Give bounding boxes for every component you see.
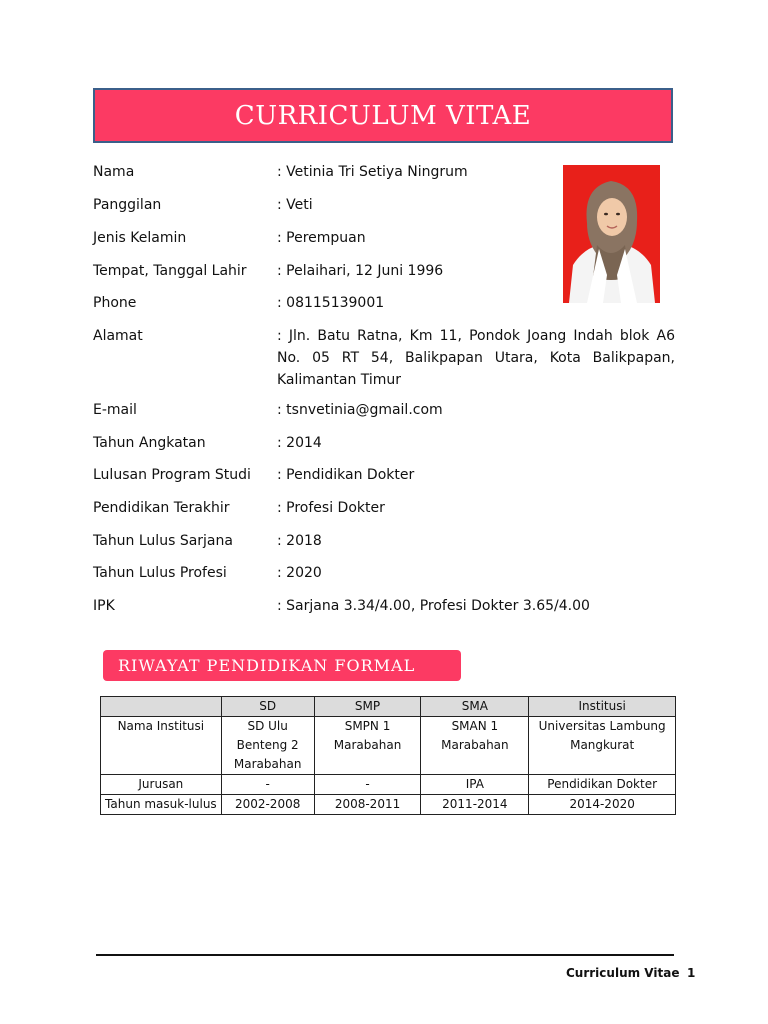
info-label: Tempat, Tanggal Lahir xyxy=(93,263,247,279)
info-value: : tsnvetinia@gmail.com xyxy=(277,402,443,418)
info-value: : Veti xyxy=(277,197,313,213)
table-row xyxy=(101,717,676,775)
table-cell: SMPN 1 Marabahan xyxy=(314,717,421,775)
info-label: Nama xyxy=(93,164,135,180)
profile-photo-illustration xyxy=(563,165,660,303)
table-header-cell: SMA xyxy=(421,697,529,717)
profile-photo xyxy=(563,165,660,303)
info-value: : 2020 xyxy=(277,565,322,581)
table-row xyxy=(101,795,676,815)
info-value: : Vetinia Tri Setiya Ningrum xyxy=(277,164,468,180)
info-label: Tahun Lulus Profesi xyxy=(93,565,227,581)
table-cell: 2011-2014 xyxy=(421,795,529,815)
section-title: RIWAYAT PENDIDIKAN FORMAL xyxy=(118,656,416,675)
info-value: : Perempuan xyxy=(277,230,366,246)
info-label: Lulusan Program Studi xyxy=(93,467,251,483)
table-cell: 2008-2011 xyxy=(314,795,421,815)
info-label: Phone xyxy=(93,295,137,311)
info-value: : 2014 xyxy=(277,435,322,451)
table-header-cell: SD xyxy=(221,697,314,717)
title-banner xyxy=(93,88,673,143)
info-label: Panggilan xyxy=(93,197,162,213)
footer-title: Curriculum Vitae xyxy=(566,966,680,980)
table-header-cell: SMP xyxy=(314,697,421,717)
info-value: : Pendidikan Dokter xyxy=(277,467,415,483)
info-label: Pendidikan Terakhir xyxy=(93,500,230,516)
footer-divider xyxy=(96,954,674,956)
info-value: : Sarjana 3.34/4.00, Profesi Dokter 3.65/4.00 xyxy=(277,598,590,614)
info-value: : 2018 xyxy=(277,533,322,549)
table-cell: 2002-2008 xyxy=(221,795,314,815)
table-cell: Tahun masuk-lulus xyxy=(101,795,222,815)
table-cell: - xyxy=(221,775,314,795)
table-cell: SMAN 1 Marabahan xyxy=(421,717,529,775)
table-header-row xyxy=(101,697,676,717)
info-label: E-mail xyxy=(93,402,137,418)
table-header-cell xyxy=(101,697,222,717)
table-cell: Jurusan xyxy=(101,775,222,795)
info-label: Alamat xyxy=(93,328,143,344)
info-label: Tahun Lulus Sarjana xyxy=(93,533,233,549)
table-cell: SD Ulu Benteng 2 Marabahan xyxy=(221,717,314,775)
info-value: : Pelaihari, 12 Juni 1996 xyxy=(277,263,444,279)
table-cell: IPA xyxy=(421,775,529,795)
page-title: CURRICULUM VITAE xyxy=(234,100,532,131)
page-number: 1 xyxy=(687,966,696,980)
table-cell: Universitas Lambung Mangkurat xyxy=(529,717,676,775)
info-label: Tahun Angkatan xyxy=(93,435,206,451)
table-cell: Nama Institusi xyxy=(101,717,222,775)
table-header-cell: Institusi xyxy=(529,697,676,717)
info-value: : 08115139001 xyxy=(277,295,385,311)
info-value: : Jln. Batu Ratna, Km 11, Pondok Joang Indah blok A6 No. 05 RT 54, Balikpapan Utara, Kota Balikpapan, Kalimantan Timur xyxy=(277,328,675,388)
info-value: : Profesi Dokter xyxy=(277,500,385,516)
table-row xyxy=(101,775,676,795)
table-cell: Pendidikan Dokter xyxy=(529,775,676,795)
table-cell: - xyxy=(314,775,421,795)
info-label: Jenis Kelamin xyxy=(93,230,187,246)
table-cell: 2014-2020 xyxy=(529,795,676,815)
info-label: IPK xyxy=(93,598,115,614)
section-header-pendidikan xyxy=(103,650,461,681)
education-table xyxy=(100,696,676,815)
